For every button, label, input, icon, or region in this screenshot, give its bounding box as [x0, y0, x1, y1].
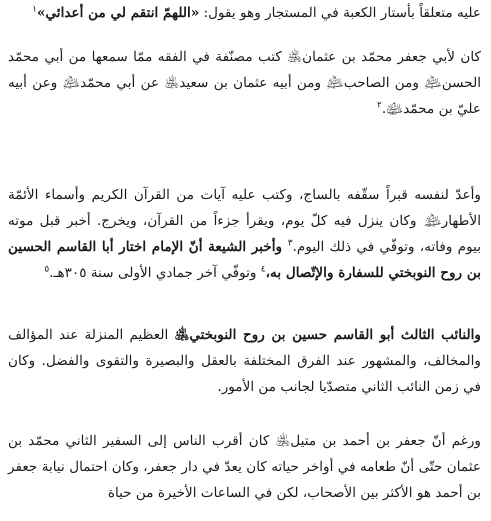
footnote-marker: ٥ [44, 264, 50, 275]
paragraph-jafar [8, 428, 481, 506]
paragraph-third-deputy [8, 322, 481, 400]
paragraph-text: وتوفّي آخر جمادي الأولى سنة ٣٠٥هـ. [49, 265, 261, 281]
paragraph-text: كان لأبي جعفر محمّد بن عثمان﵁ كتب مصنّفة في الفقه ممّا سمعها من أبي محمّد الحسن﵇ ومن الصاحب﵇ ومن أبيه عثمان بن سعيد﵁ عن أبي محمّد﵇ وعن أبيه عليّ بن محمّد﵉. [8, 49, 482, 117]
supplication-quote: «اللهمّ انتقم لي من أعدائي» [36, 5, 200, 21]
paragraph-text-bold: وأخبر الشيعة أنّ الإمام اختار أبا القاسم الحسين بن روح النوبختي للسفارة والإتّصال به، [8, 239, 481, 281]
paragraph-books [8, 44, 481, 122]
paragraph-text: ورغم أنّ جعفر بن أحمد بن متيل﵁ كان أقرب الناس إلى السفير الثاني محمّد بن عثمان حتّى أنّ طعامه في أواخر حياته كان يعدّ في دار جعفر، وكان احتمال نيابة جعفر بن أحمد هو الأكثر بين الأصحاب، لكن في الساعات الأخيرة من حياة [8, 433, 481, 501]
paragraph-grave [8, 182, 481, 286]
footnote-marker: ٢ [377, 100, 382, 111]
paragraph-text: العظيم المنزلة عند المؤالف والمخالف، والمشهور عند الفرق المختلفة بالعقل والبصيرة والتقوى والفضل. وكان في زمن النائب الثاني متصدّيا لجانب من الأمور. [8, 327, 481, 395]
paragraph-text: عليه متعلقاً بأستار الكعبة في المستجار وهو يقول: [199, 5, 481, 21]
footnote-marker: ١ [32, 4, 37, 15]
paragraph-lead-bold: والنائب الثالث أبو القاسم حسين بن روح النوبختي﵁ [174, 327, 481, 343]
paragraph-text: وأعدّ لنفسه قبراً سقّفه بالساج، وكتب عليه آيات من القرآن الكريم وأسماء الأئمّة الأطهار﵈ وكان ينزل فيه كلّ يوم، ويقرأ جزءاً من القرآن، ويخرج. أخبر قبل موته بيوم وفاته، وتوفّي في ذلك اليوم. [8, 187, 481, 255]
footnote-marker: ٤ [260, 264, 266, 275]
paragraph-intro-quote [8, 0, 481, 26]
footnote-marker: ٣ [287, 238, 293, 249]
